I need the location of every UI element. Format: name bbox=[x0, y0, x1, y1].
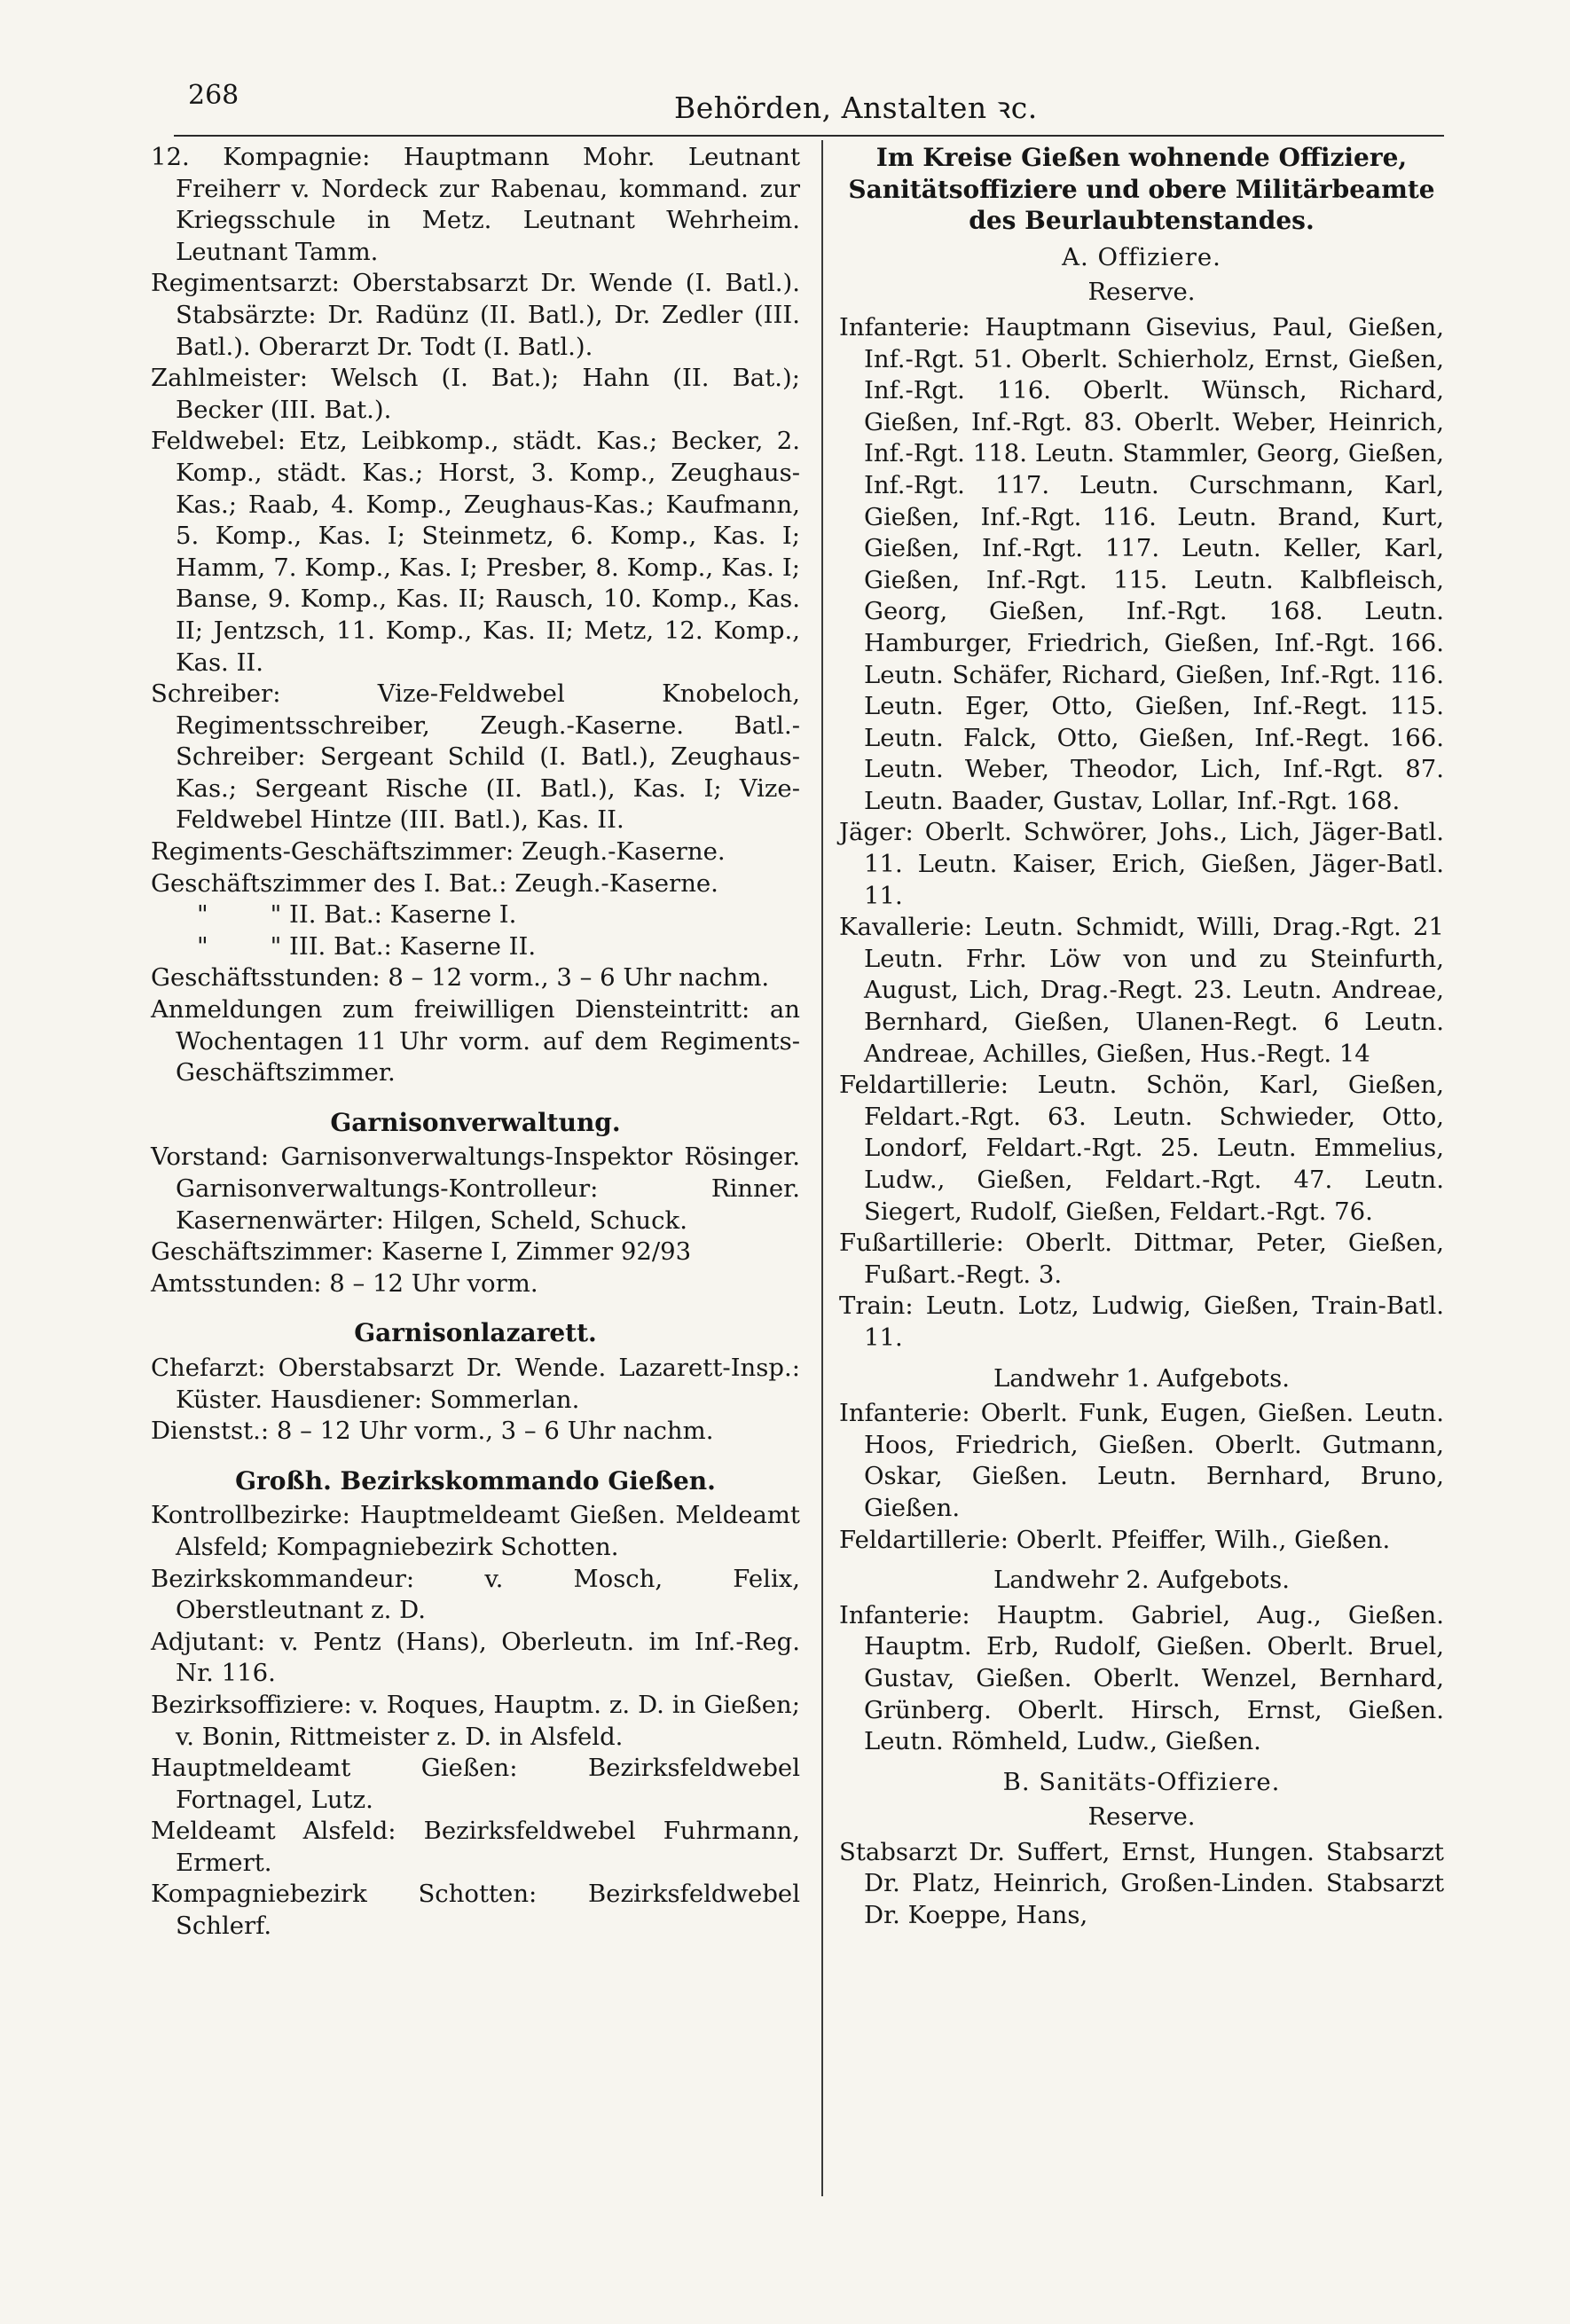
entry-jaeger: Jäger: Oberlt. Schwörer, Johs., Lich, Jäger-Batl. 11. Leutn. Kaiser, Erich, Gießen, Jäger-Batl. 11. bbox=[839, 818, 1444, 910]
left-column bbox=[151, 142, 800, 1943]
entry-kompagniebezirk: Kompagniebezirk Schotten: Bezirksfeldwebel Schlerf. bbox=[151, 1880, 800, 1941]
running-head: Behörden, Anstalten ꝛc. bbox=[674, 90, 1038, 125]
entry-geschaeftszimmer-bat-1: Geschäftszimmer des I. Bat.: Zeugh.-Kaserne. bbox=[151, 868, 718, 898]
heading-garnisonverwaltung: Garnisonverwaltung. bbox=[330, 1107, 621, 1137]
entry-train: Train: Leutn. Lotz, Ludwig, Gießen, Train-Batl. 11. bbox=[839, 1292, 1444, 1352]
entry-regimentsarzt: Regimentsarzt: Oberstabsarzt Dr. Wende (I. Batl.). Stabsärzte: Dr. Radünz (II. Batl.), Dr. Zedler (III. Batl.). Oberarzt Dr. Todt (I. Batl.). bbox=[151, 269, 800, 361]
right-column bbox=[839, 142, 1444, 1932]
entry-adjutant: Adjutant: v. Pentz (Hans), Oberleutn. im Inf.-Reg. Nr. 116. bbox=[151, 1627, 800, 1688]
entry-feldartillerie-landwehr-1: Feldartillerie: Oberlt. Pfeiffer, Wilh., Gießen. bbox=[839, 1525, 1391, 1554]
entry-12-kompagnie: 12. Kompagnie: Hauptmann Mohr. Leutnant Freiherr v. Nordeck zur Rabenau, kommand. zur Kriegsschule in Metz. Leutnant Wehrheim. Leutnant Tamm. bbox=[151, 143, 800, 266]
entry-dienststunden: Dienstst.: 8 – 12 Uhr vorm., 3 – 6 Uhr nachm. bbox=[151, 1417, 714, 1446]
section-a-offiziere: A. Offiziere. bbox=[1062, 242, 1221, 271]
entry-kontrollbezirke: Kontrollbezirke: Hauptmeldeamt Gießen. Meldeamt Alsfeld; Kompagniebezirk Schotten. bbox=[151, 1501, 800, 1561]
entry-geschaeftszimmer-verwaltung: Geschäftszimmer: Kaserne I, Zimmer 92/93 bbox=[151, 1237, 692, 1267]
subsection-reserve-sanitaet: Reserve. bbox=[1087, 1802, 1196, 1832]
entry-amtsstunden: Amtsstunden: 8 – 12 Uhr vorm. bbox=[151, 1268, 538, 1298]
entry-chefarzt: Chefarzt: Oberstabsarzt Dr. Wende. Lazarett-Insp.: Küster. Hausdiener: Sommerlan. bbox=[151, 1353, 800, 1414]
entry-meldeamt: Meldeamt Alsfeld: Bezirksfeldwebel Fuhrmann, Ermert. bbox=[151, 1817, 800, 1877]
entry-feldartillerie-reserve: Feldartillerie: Leutn. Schön, Karl, Gießen, Feldart.-Rgt. 63. Leutn. Schwieder, Otto, Londorf, Feldart.-Rgt. 25. Leutn. Emmelius, Ludw., Gießen, Feldart.-Rgt. 47. Leutn. Siegert, Rudolf, Gießen, Feldart.-Rgt. 76. bbox=[839, 1071, 1444, 1226]
section-b-sanitaets-offiziere: B. Sanitäts-Offiziere. bbox=[1002, 1767, 1281, 1796]
heading-bezirkskommando: Großh. Bezirkskommando Gießen. bbox=[235, 1465, 716, 1496]
entry-geschaeftszimmer-bat-3: " " III. Bat.: Kaserne II. bbox=[197, 931, 537, 961]
heading-offiziere-kreis-giessen: Im Kreise Gießen wohnende Offiziere, Sanitätsoffiziere und obere Militärbeamte des Beurlaubtenstandes. bbox=[848, 143, 1435, 236]
column-divider bbox=[821, 140, 823, 2196]
entry-stabsaerzte: Stabsarzt Dr. Suffert, Ernst, Hungen. Stabsarzt Dr. Platz, Heinrich, Großen-Linden. Stabsarzt Dr. Koeppe, Hans, bbox=[839, 1837, 1444, 1930]
entry-bezirkskommandeur: Bezirkskommandeur: v. Mosch, Felix, Oberstleutnant z. D. bbox=[151, 1564, 800, 1625]
entry-infanterie-landwehr-2: Infanterie: Hauptm. Gabriel, Aug., Gießen. Hauptm. Erb, Rudolf, Gießen. Oberlt. Bruel, Gustav, Gießen. Oberlt. Wenzel, Bernhard, Grünberg. Oberlt. Hirsch, Ernst, Gießen. Leutn. Römheld, Ludw., Gießen. bbox=[839, 1600, 1444, 1756]
entry-schreiber: Schreiber: Vize-Feldwebel Knobeloch, Regimentsschreiber, Zeugh.-Kaserne. Batl.-Schreiber: Sergeant Schild (I. Batl.), Zeughaus-Kas.; Sergeant Rische (II. Batl.), Kas. I; Vize-Feldwebel Hintze (III. Batl.), Kas. II. bbox=[151, 679, 800, 835]
subsection-reserve: Reserve. bbox=[1087, 278, 1196, 307]
entry-infanterie-reserve: Infanterie: Hauptmann Gisevius, Paul, Gießen, Inf.-Rgt. 51. Oberlt. Schierholz, Ernst, Gießen, Inf.-Rgt. 116. Oberlt. Wünsch, Richard, Gießen, Inf.-Rgt. 83. Oberlt. Weber, Heinrich, Inf.-Rgt. 118. Leutn. Stammler, Georg, Gießen, Inf.-Rgt. 117. Leutn. Curschmann, Karl, Gießen, Inf.-Rgt. 116. Leutn. Brand, Kurt, Gießen, Inf.-Rgt. 117. Leutn. Keller, Karl, Gießen, Inf.-Rgt. 115. Leutn. Kalbfleisch, Georg, Gießen, Inf.-Rgt. 168. Leutn. Hamburger, Friedrich, Gießen, Inf.-Rgt. 166. Leutn. Schäfer, Richard, Gießen, Inf.-Rgt. 116. Leutn. Eger, Otto, Gießen, Inf.-Regt. 115. Leutn. Falck, Otto, Gießen, Inf.-Regt. 166. Leutn. Weber, Theodor, Lich, Inf.-Rgt. 87. Leutn. Baader, Gustav, Lollar, Inf.-Rgt. 168. bbox=[839, 312, 1444, 815]
entry-geschaeftsstunden: Geschäftsstunden: 8 – 12 vorm., 3 – 6 Uhr nachm. bbox=[151, 963, 770, 993]
entry-feldwebel: Feldwebel: Etz, Leibkomp., städt. Kas.; Becker, 2. Komp., städt. Kas.; Horst, 3. Komp., Zeughaus-Kas.; Raab, 4. Komp., Zeughaus-Kas.; Kaufmann, 5. Komp., Kas. I; Steinmetz, 6. Komp., Kas. I; Hamm, 7. Komp., Kas. I; Presber, 8. Komp., Kas. I; Banse, 9. Komp., Kas. II; Rausch, 10. Komp., Kas. II; Jentzsch, 11. Komp., Kas. II; Metz, 12. Komp., Kas. II. bbox=[151, 427, 800, 677]
entry-bezirksoffiziere: Bezirksoffiziere: v. Roques, Hauptm. z. D. in Gießen; v. Bonin, Rittmeister z. D. in Alsfeld. bbox=[151, 1690, 800, 1751]
page-number: 268 bbox=[188, 80, 239, 111]
subsection-landwehr-1: Landwehr 1. Aufgebots. bbox=[993, 1363, 1291, 1393]
entry-zahlmeister: Zahlmeister: Welsch (I. Bat.); Hahn (II. Bat.); Becker (III. Bat.). bbox=[151, 364, 800, 424]
entry-geschaeftszimmer-bat-2: " " II. Bat.: Kaserne I. bbox=[197, 900, 517, 930]
entry-regiments-geschaeftszimmer: Regiments-Geschäftszimmer: Zeugh.-Kaserne. bbox=[151, 837, 726, 867]
heading-garnisonlazarett: Garnisonlazarett. bbox=[354, 1318, 597, 1348]
entry-infanterie-landwehr-1: Infanterie: Oberlt. Funk, Eugen, Gießen. Leutn. Hoos, Friedrich, Gießen. Oberlt. Gutmann, Oskar, Gießen. Leutn. Bernhard, Bruno, Gießen. bbox=[839, 1399, 1444, 1522]
header-rule bbox=[174, 135, 1444, 137]
entry-vorstand: Vorstand: Garnisonverwaltungs-Inspektor Rösinger. Garnisonverwaltungs-Kontrolleur: Rinner. Kasernenwärter: Hilgen, Scheld, Schuck. bbox=[151, 1142, 800, 1235]
entry-hauptmeldeamt: Hauptmeldeamt Gießen: Bezirksfeldwebel Fortnagel, Lutz. bbox=[151, 1754, 800, 1814]
entry-fussartillerie: Fußartillerie: Oberlt. Dittmar, Peter, Gießen, Fußart.-Regt. 3. bbox=[839, 1229, 1444, 1289]
entry-anmeldungen: Anmeldungen zum freiwilligen Diensteintritt: an Wochentagen 11 Uhr vorm. auf dem Regiments-Geschäftszimmer. bbox=[151, 995, 800, 1087]
entry-kavallerie: Kavallerie: Leutn. Schmidt, Willi, Drag.-Rgt. 21 Leutn. Frhr. Löw von und zu Steinfurth, August, Lich, Drag.-Regt. 23. Leutn. Andreae, Bernhard, Gießen, Ulanen-Regt. 6 Leutn. Andreae, Achilles, Gießen, Hus.-Regt. 14 bbox=[839, 913, 1444, 1068]
subsection-landwehr-2: Landwehr 2. Aufgebots. bbox=[993, 1566, 1291, 1595]
